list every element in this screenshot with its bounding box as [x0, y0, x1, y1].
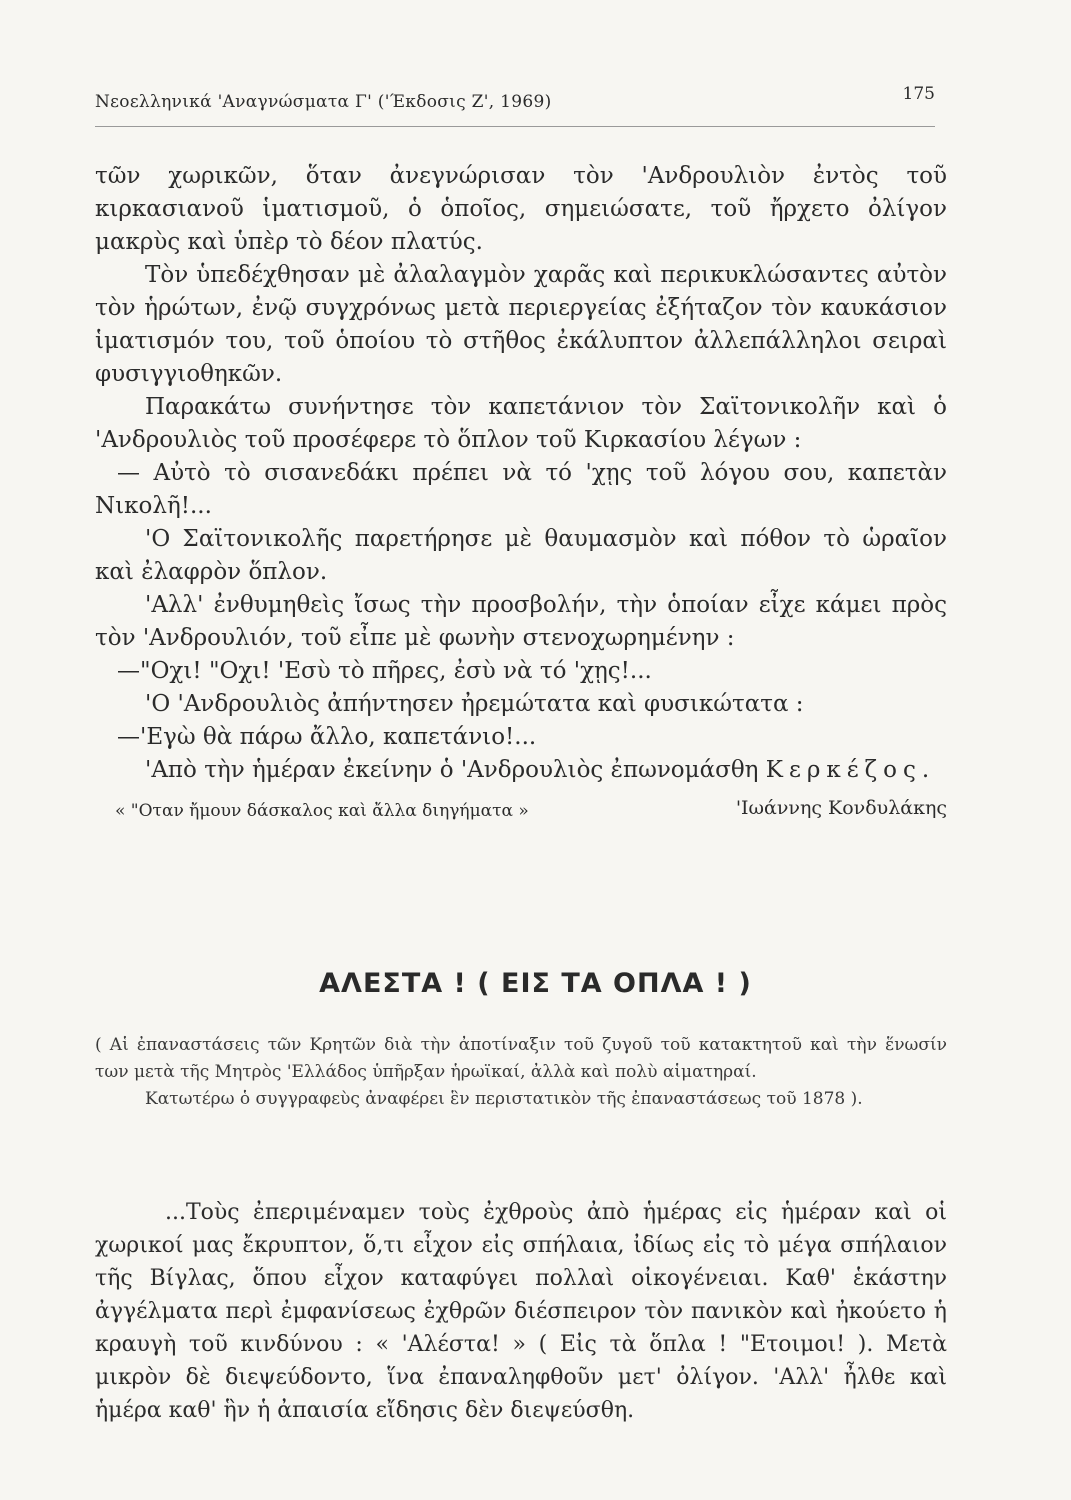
citation: [95, 793, 947, 829]
paragraph: ...Τοὺς ἐπεριμέναμεν τοὺς ἐχθροὺς ἀπὸ ἡμέρας εἰς ἡμέραν καὶ οἱ χωρικοί μας ἔκρυπτον, ὅ,τι εἶχον εἰς σπήλαια, ἰδίως εἰς τὸ μέγα σπήλαιον τῆς Βίγλας, ὅπου εἶχον καταφύγει πολλαὶ οἰκογένειαι. Καθ' ἑκάστην ἀγγέλματα περὶ ἐμφανίσεως ἐχθρῶν διέσπειρον τὸν πανικὸν καὶ ἠκούετο ἡ κραυγὴ τοῦ κινδύνου : « 'Αλέστα! » ( Εἰς τὰ ὅπλα ! "Ετοιμοι! ). Μετὰ μικρὸν δὲ διεψεύδοντο, ἵνα ἐπαναληφθοῦν μετ' ὀλίγον. 'Αλλ' ἦλθε καὶ ἡμέρα καθ' ἣν ἡ ἀπαισία εἴδησις δὲν διεψεύσθη.: [95, 1200, 947, 1423]
dialogue-line: —'Εγὼ θὰ πάρω ἄλλο, καπετάνιο!...: [117, 724, 537, 750]
page-number: 175: [902, 84, 935, 104]
paragraph: 'Ο 'Ανδρουλιὸς ἀπήντησεν ἠρεμώτατα καὶ φυσικώτατα :: [145, 691, 804, 717]
running-title: Νεοελληνικά 'Αναγνώσματα Γ' ('Έκδοσις Ζ', 1969): [95, 92, 552, 112]
closing-line: [95, 754, 947, 787]
paragraph: Τὸν ὑπεδέχθησαν μὲ ἀλαλαγμὸν χαρᾶς καὶ περικυκλώσαντες αὐτὸν τὸν ἡρώτων, ἐνῷ συγχρόνως μετὰ περιεργείας ἐξήταζον τὸν καυκάσιον ἱματισμόν του, τοῦ ὁποίου τὸ στῆθος ἐκάλυπτον ἀλλεπάλληλοι σειραὶ φυσιγγιοθηκῶν.: [95, 262, 947, 387]
paragraph: τῶν χωρικῶν, ὅταν ἀνεγνώρισαν τὸν 'Ανδρουλιὸν ἐντὸς τοῦ κιρκασιανοῦ ἱματισμοῦ, ὁ ὁποῖος, σημειώσατε, τοῦ ἤρχετο ὀλίγον μακρὺς καὶ ὑπὲρ τὸ δέον πλατύς.: [95, 163, 947, 255]
dialogue-line: — Αὐτὸ τὸ σισανεδάκι πρέπει νὰ τό 'χῃς τοῦ λόγου σου, καπετὰν Νικολῆ!...: [95, 460, 947, 519]
story-alesta: [95, 1196, 947, 1427]
intro-paragraph: Κατωτέρω ὁ συγγραφεὺς ἀναφέρει ἓν περιστατικὸν τῆς ἐπαναστάσεως τοῦ 1878 ).: [145, 1089, 863, 1109]
editorial-intro: [95, 1032, 947, 1113]
intro-paragraph: ( Αἱ ἐπαναστάσεις τῶν Κρητῶν διὰ τὴν ἀποτίναξιν τοῦ ζυγοῦ τοῦ κατακτητοῦ καὶ τὴν ἕνωσίν των μετὰ τῆς Μητρὸς 'Ελλάδος ὑπῆρξαν ἡρωϊκαί, ἀλλὰ καὶ πολὺ αἱματηραί.: [95, 1035, 947, 1082]
author-name: 'Ιωάννης Κονδυλάκης: [735, 797, 947, 819]
paragraph: 'Αλλ' ἐνθυμηθεὶς ἴσως τὴν προσβολήν, τὴν ὁποίαν εἶχε κάμει πρὸς τὸν 'Ανδρουλιόν, τοῦ εἶπε μὲ φωνὴν στενοχωρημένην :: [95, 592, 947, 651]
paragraph: 'Ο Σαϊτονικολῆς παρετήρησε μὲ θαυμασμὸν καὶ πόθον τὸ ὡραῖον καὶ ἐλαφρὸν ὅπλον.: [95, 526, 947, 585]
source-work: « "Οταν ἤμουν δάσκαλος καὶ ἄλλα διηγήματα »: [115, 801, 529, 821]
paragraph: Παρακάτω συνήντησε τὸν καπετάνιον τὸν Σαϊτονικολῆν καὶ ὁ 'Ανδρουλιὸς τοῦ προσέφερε τὸ ὅπλον τοῦ Κιρκασίου λέγων :: [95, 394, 947, 453]
section-title: ΑΛΕΣΤΑ ! ( ΕΙΣ ΤΑ ΟΠΛΑ ! ): [319, 968, 752, 999]
story-kondylakis: [95, 160, 947, 829]
dialogue-line: —"Οχι! "Οχι! 'Εσὺ τὸ πῆρες, ἐσὺ νὰ τό 'χῃς!...: [117, 658, 652, 684]
closing-text: 'Απὸ τὴν ἡμέραν ἐκείνην ὁ 'Ανδρουλιὸς ἐπωνομάσθη: [145, 757, 759, 783]
running-header: [95, 84, 935, 127]
nickname: Κερκέζος.: [765, 757, 936, 783]
